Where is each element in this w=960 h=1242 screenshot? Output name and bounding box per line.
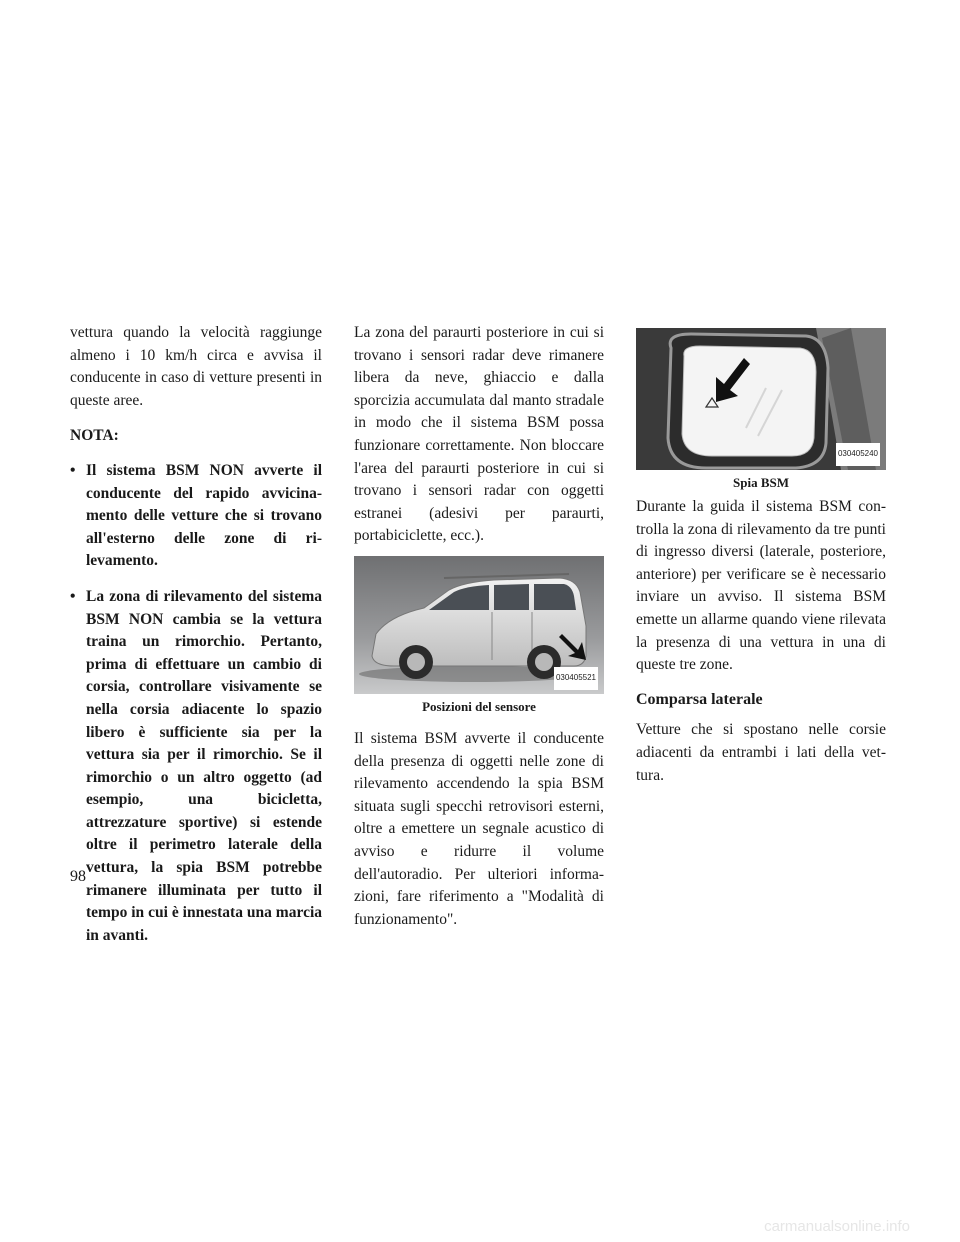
- bullet-icon: •: [70, 587, 76, 605]
- intro-paragraph: vettura quando la velocità raggiunge almeno i 10 km/h circa e avvisa il conducente in caso di vetture presenti in queste aree.: [70, 324, 322, 409]
- watermark-text: carmanualsonline.info: [764, 1218, 910, 1235]
- figure-caption: Posizioni del sensore: [422, 698, 536, 714]
- note-label: NOTA:: [70, 427, 119, 445]
- bsm-light-figure: [636, 328, 886, 492]
- column-right: [636, 322, 886, 787]
- bullet-icon: •: [70, 461, 76, 479]
- bumper-paragraph: La zona del paraurti posteriore in cui si trovano i sensori radar deve rimanere libera da neve, ghiaccio e dalla sporcizia accumulata dal manto stradale in modo che il sistema BSM possa funzionare correttamente. Non bloccare l'area del paraurti posteriore in cui si trovano i sensori radar con oggetti estranei (adesivi per paraurti, portabiciclette, ecc.).: [354, 324, 604, 545]
- page-number: 98: [70, 868, 86, 885]
- bsm-warning-paragraph: Il sistema BSM avverte il conducente della presenza di oggetti nelle zone di rilevamento accendendo la spia BSM situata sugli specchi retrovisori esterni, oltre a emettere un segnale acustico di avviso e ridurre il volume dell'autoradio. Per ulteriori informazioni, fare riferimento a "Modalità di funzionamento".: [354, 729, 604, 928]
- section-heading: Comparsa laterale: [636, 690, 763, 708]
- figure-caption: Spia BSM: [733, 475, 789, 490]
- sensor-figure: [354, 556, 604, 716]
- column-middle: [354, 322, 604, 931]
- side-approach-paragraph: Vetture che si spostano nelle corsie adiacenti da entrambi i lati della vettura.: [636, 721, 886, 784]
- note-bullet-item: • Il sistema BSM NON avverte il conducente del rapido avvicinamento delle vetture che si trovano all'esterno delle zone di rilevamento.: [70, 461, 322, 570]
- minivan-image: [354, 556, 604, 694]
- figure-code: 030405240: [836, 443, 880, 466]
- note-bullet-item: • La zona di rilevamento del sistema BSM NON cambia se la vettura traina un rimorchio. Pertanto, prima di effettuare un cambio di corsia, controllare visivamente se nella corsia adiacente lo spazio libero è sufficiente sia per la vettura sia per il rimorchio. Se il rimorchio o un altro oggetto (ad esempio, una bicicletta, attrezzature sportive) si estende oltre il perimetro laterale della vettura, la spia BSM potrebbe rimanere illuminata per tutto il tempo in cui è innestata una marcia in avanti.: [70, 587, 322, 944]
- mirror-image: [636, 328, 886, 470]
- detection-paragraph: Durante la guida il sistema BSM controlla la zona di rilevamento da tre punti di ingresso diversi (laterale, posteriore, anteriore) per verificare se è necessario inviare un avviso. Il sistema BSM emette un allarme quando viene rilevata la presenza di una vettura in una di queste tre zone.: [636, 498, 886, 674]
- figure-code: 030405521: [554, 667, 598, 690]
- note-bullet-list: [70, 460, 322, 947]
- column-left: [70, 322, 322, 960]
